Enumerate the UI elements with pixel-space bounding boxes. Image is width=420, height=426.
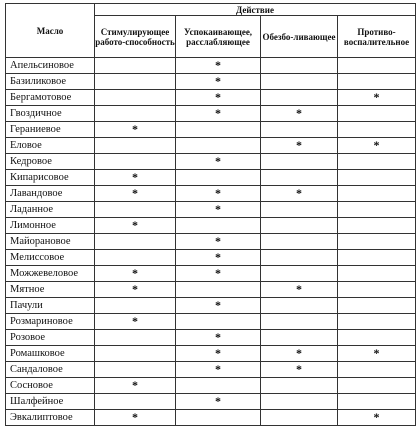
anti-inflammatory-mark xyxy=(338,266,416,282)
table-row xyxy=(6,410,416,426)
oil-name: Лимонное xyxy=(6,218,95,234)
oil-name: Ладанное xyxy=(6,202,95,218)
header-analgesic: Обезбо-ливающее xyxy=(261,16,338,58)
calming-mark: * xyxy=(176,234,261,250)
table-row xyxy=(6,250,416,266)
stimulating-mark xyxy=(95,74,176,90)
table-row xyxy=(6,362,416,378)
stimulating-mark: * xyxy=(95,314,176,330)
oil-name: Розовое xyxy=(6,330,95,346)
anti-inflammatory-mark xyxy=(338,250,416,266)
oil-name: Гвоздичное xyxy=(6,106,95,122)
header-action: Действие xyxy=(95,4,416,16)
oil-name: Гераниевое xyxy=(6,122,95,138)
table-row xyxy=(6,234,416,250)
analgesic-mark xyxy=(261,314,338,330)
stimulating-mark: * xyxy=(95,170,176,186)
analgesic-mark: * xyxy=(261,186,338,202)
table-row xyxy=(6,218,416,234)
analgesic-mark: * xyxy=(261,106,338,122)
calming-mark xyxy=(176,138,261,154)
oil-name: Кедровое xyxy=(6,154,95,170)
oil-name: Кипарисовое xyxy=(6,170,95,186)
anti-inflammatory-mark: * xyxy=(338,346,416,362)
table-row xyxy=(6,122,416,138)
calming-mark: * xyxy=(176,298,261,314)
calming-mark: * xyxy=(176,362,261,378)
analgesic-mark xyxy=(261,218,338,234)
table-row xyxy=(6,202,416,218)
calming-mark: * xyxy=(176,154,261,170)
table-row xyxy=(6,154,416,170)
table-row xyxy=(6,170,416,186)
oil-name: Апельсиновое xyxy=(6,58,95,74)
stimulating-mark xyxy=(95,362,176,378)
stimulating-mark xyxy=(95,346,176,362)
oil-name: Мелиссовое xyxy=(6,250,95,266)
anti-inflammatory-mark xyxy=(338,362,416,378)
stimulating-mark: * xyxy=(95,122,176,138)
anti-inflammatory-mark xyxy=(338,378,416,394)
anti-inflammatory-mark xyxy=(338,314,416,330)
anti-inflammatory-mark xyxy=(338,74,416,90)
calming-mark xyxy=(176,410,261,426)
anti-inflammatory-mark xyxy=(338,202,416,218)
table-row xyxy=(6,282,416,298)
anti-inflammatory-mark xyxy=(338,234,416,250)
oil-name: Еловое xyxy=(6,138,95,154)
stimulating-mark: * xyxy=(95,410,176,426)
calming-mark: * xyxy=(176,74,261,90)
table-row xyxy=(6,58,416,74)
anti-inflammatory-mark: * xyxy=(338,90,416,106)
anti-inflammatory-mark xyxy=(338,122,416,138)
analgesic-mark xyxy=(261,394,338,410)
anti-inflammatory-mark xyxy=(338,298,416,314)
stimulating-mark: * xyxy=(95,282,176,298)
header-calming: Успокаивающее, расслабляющее xyxy=(176,16,261,58)
stimulating-mark xyxy=(95,58,176,74)
calming-mark: * xyxy=(176,90,261,106)
essential-oils-table xyxy=(5,3,416,426)
stimulating-mark xyxy=(95,90,176,106)
calming-mark xyxy=(176,218,261,234)
header-oil: Масло xyxy=(6,4,95,58)
calming-mark: * xyxy=(176,106,261,122)
stimulating-mark: * xyxy=(95,186,176,202)
anti-inflammatory-mark xyxy=(338,58,416,74)
stimulating-mark xyxy=(95,154,176,170)
oil-name: Розмариновое xyxy=(6,314,95,330)
header-anti-inflammatory: Противо-воспалительное xyxy=(338,16,416,58)
anti-inflammatory-mark xyxy=(338,330,416,346)
table-row xyxy=(6,106,416,122)
anti-inflammatory-mark xyxy=(338,218,416,234)
calming-mark xyxy=(176,282,261,298)
table-row xyxy=(6,186,416,202)
analgesic-mark xyxy=(261,154,338,170)
analgesic-mark xyxy=(261,170,338,186)
anti-inflammatory-mark xyxy=(338,106,416,122)
table-row xyxy=(6,90,416,106)
table-row xyxy=(6,314,416,330)
calming-mark xyxy=(176,314,261,330)
stimulating-mark xyxy=(95,106,176,122)
oil-name: Базиликовое xyxy=(6,74,95,90)
table-row xyxy=(6,266,416,282)
calming-mark xyxy=(176,170,261,186)
header-stimulating: Стимулирующее работо-способность xyxy=(95,16,176,58)
stimulating-mark xyxy=(95,234,176,250)
stimulating-mark: * xyxy=(95,218,176,234)
stimulating-mark xyxy=(95,138,176,154)
analgesic-mark xyxy=(261,202,338,218)
anti-inflammatory-mark xyxy=(338,282,416,298)
stimulating-mark: * xyxy=(95,378,176,394)
stimulating-mark xyxy=(95,298,176,314)
anti-inflammatory-mark xyxy=(338,186,416,202)
oil-name: Можжевеловое xyxy=(6,266,95,282)
anti-inflammatory-mark: * xyxy=(338,410,416,426)
oil-name: Сандаловое xyxy=(6,362,95,378)
oil-name: Мятное xyxy=(6,282,95,298)
stimulating-mark: * xyxy=(95,266,176,282)
oil-name: Лавандовое xyxy=(6,186,95,202)
calming-mark: * xyxy=(176,394,261,410)
table-row xyxy=(6,346,416,362)
calming-mark: * xyxy=(176,186,261,202)
calming-mark: * xyxy=(176,330,261,346)
anti-inflammatory-mark xyxy=(338,154,416,170)
anti-inflammatory-mark xyxy=(338,170,416,186)
analgesic-mark xyxy=(261,378,338,394)
analgesic-mark xyxy=(261,266,338,282)
calming-mark xyxy=(176,378,261,394)
calming-mark: * xyxy=(176,250,261,266)
table-row xyxy=(6,394,416,410)
calming-mark xyxy=(176,122,261,138)
table-row xyxy=(6,378,416,394)
analgesic-mark: * xyxy=(261,362,338,378)
calming-mark: * xyxy=(176,202,261,218)
analgesic-mark xyxy=(261,234,338,250)
stimulating-mark xyxy=(95,202,176,218)
analgesic-mark xyxy=(261,250,338,266)
analgesic-mark xyxy=(261,90,338,106)
analgesic-mark xyxy=(261,298,338,314)
anti-inflammatory-mark xyxy=(338,394,416,410)
analgesic-mark xyxy=(261,74,338,90)
table-row xyxy=(6,330,416,346)
analgesic-mark xyxy=(261,410,338,426)
oil-name: Сосновое xyxy=(6,378,95,394)
table-row xyxy=(6,74,416,90)
oil-name: Шалфейное xyxy=(6,394,95,410)
calming-mark: * xyxy=(176,266,261,282)
analgesic-mark xyxy=(261,58,338,74)
table-row xyxy=(6,138,416,154)
analgesic-mark: * xyxy=(261,346,338,362)
calming-mark: * xyxy=(176,346,261,362)
anti-inflammatory-mark: * xyxy=(338,138,416,154)
oil-name: Бергамотовое xyxy=(6,90,95,106)
calming-mark: * xyxy=(176,58,261,74)
table-row xyxy=(6,298,416,314)
analgesic-mark: * xyxy=(261,282,338,298)
analgesic-mark: * xyxy=(261,138,338,154)
oil-name: Пачули xyxy=(6,298,95,314)
oil-name: Майорановое xyxy=(6,234,95,250)
stimulating-mark xyxy=(95,250,176,266)
oil-name: Ромашковое xyxy=(6,346,95,362)
stimulating-mark xyxy=(95,330,176,346)
analgesic-mark xyxy=(261,122,338,138)
stimulating-mark xyxy=(95,394,176,410)
oil-name: Эвкалиптовое xyxy=(6,410,95,426)
analgesic-mark xyxy=(261,330,338,346)
